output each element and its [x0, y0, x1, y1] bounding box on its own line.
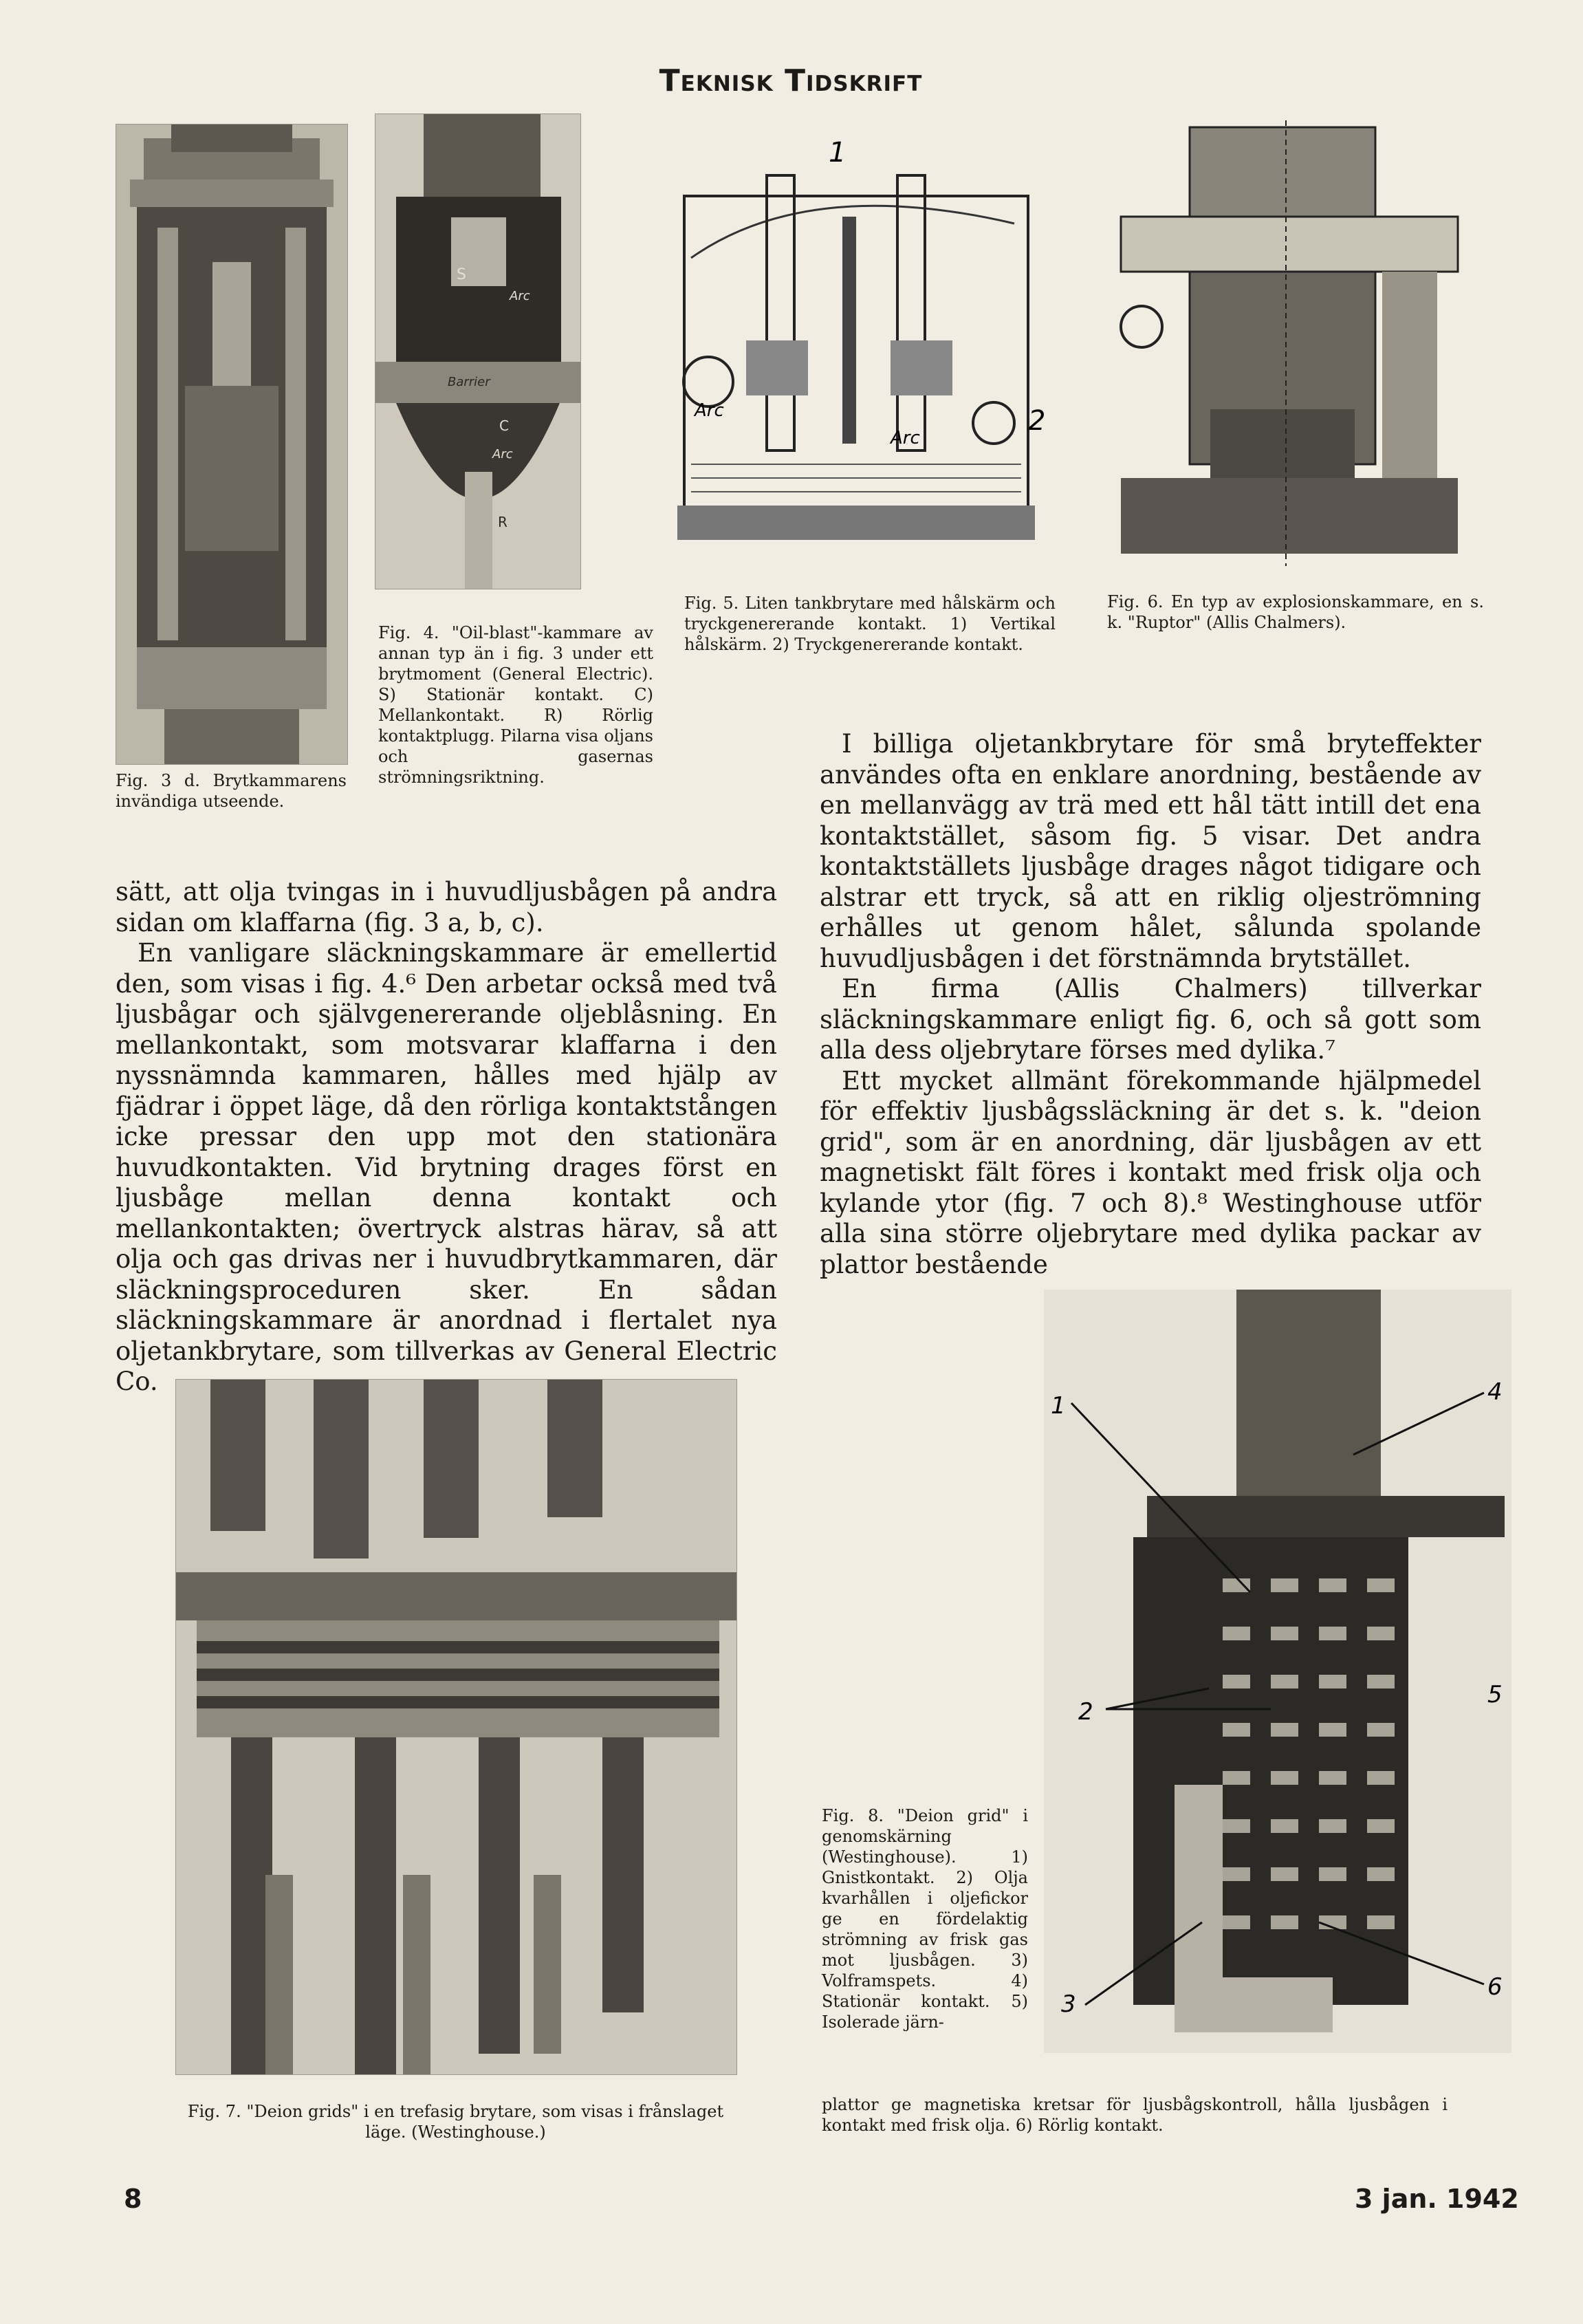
fig4-label-arc: Arc [510, 289, 530, 303]
fig8-label-1: 1 [1051, 1392, 1066, 1420]
fig6-caption: Fig. 6. En typ av explosionskammare, en s. k. "Ruptor" (Allis Chalmers). [1107, 592, 1484, 632]
page-number: 8 [124, 2184, 142, 2214]
fig8-caption-left: Fig. 8. "Deion grid" i genomskärning (Westinghouse). 1) Gnistkontakt. 2) Olja kvarhållen i oljefickor ge en fördelaktig strömning av frisk gas mot ljusbågen. 3) Volframspets. 4) Stationär kontakt. 5) Isolerade järn- [822, 1806, 1028, 2032]
fig7-photo [175, 1379, 737, 2075]
right-column-text [820, 729, 1481, 1280]
fig7-caption: Fig. 7. "Deion grids" i en trefasig brytare, som visas i frånslaget läge. (Westinghouse.) [187, 2102, 724, 2142]
fig4-caption: Fig. 4. "Oil-blast"-kammare av annan typ än i fig. 3 under ett brytmoment (General Electric). S) Stationär kontakt. C) Mellankontakt. R) Rörlig kontaktplugg. Pilarna visa oljans och gasernas strömningsriktning. [378, 623, 653, 787]
left-paragraph-1: sätt, att olja tvingas in i huvudljusbågen på andra sidan om klaffarna (fig. 3 a, b, c). [116, 877, 777, 937]
fig8-label-5: 5 [1487, 1681, 1503, 1708]
fig3d-caption: Fig. 3 d. Brytkammarens invändiga utseende. [116, 771, 347, 811]
fig8-label-2: 2 [1078, 1698, 1093, 1726]
fig6-diagram [1093, 120, 1484, 566]
fig3d-photo [116, 124, 348, 765]
fig5-label-1: 1 [829, 137, 847, 169]
right-paragraph-3: Ett mycket allmänt förekommande hjälpmedel för effektiv ljusbågssläckning är det s. k. "deion grid", som är en anordning, där ljusbågen av ett magnetiskt fält föres i kontakt med frisk olja och kylande ytor (fig. 7 och 8).⁸ Westinghouse utför alla sina större oljebrytare med dylika packar av plattor bestående [820, 1065, 1481, 1279]
fig4-photo [375, 113, 581, 589]
fig8-label-6: 6 [1487, 1973, 1503, 2001]
right-paragraph-2: En firma (Allis Chalmers) tillverkar släckningskammare enligt fig. 6, och så gott som alla dess oljebrytare förses med dylika.⁷ [820, 974, 1481, 1065]
right-paragraph-1: I billiga oljetankbrytare för små bryteffekter användes ofta en enklare anordning, bestående av en mellanvägg av trä med ett hål tätt intill det ena kontaktstället, såsom fig. 5 visar. Det andra kontaktställets ljusbåge drages något tidigare och alstrar ett tryck, så att en riklig oljeströmning erhålles ut genom hålet, sålunda spolande huvudljusbågen i det förstnämnda brytstället. [820, 729, 1481, 973]
fig4-label-s: S [457, 266, 466, 283]
fig8-caption-bottom: plattor ge magnetiska kretsar för ljusbågskontroll, hålla ljusbågen i kontakt med frisk olja. 6) Rörlig kontakt. [822, 2095, 1448, 2135]
fig4-label-barrier: Barrier [448, 375, 490, 389]
fig5-label-arc-bottom: Arc [891, 428, 920, 448]
journal-masthead: Teknisk Tidskrift [659, 63, 923, 98]
fig5-caption: Fig. 5. Liten tankbrytare med hålskärm och tryckgenererande kontakt. 1) Vertikal hålskärm. 2) Tryckgenererande kontakt. [684, 594, 1056, 654]
left-column-text [116, 877, 777, 1398]
fig4-label-r: R [498, 514, 507, 530]
fig5-label-arc-left: Arc [695, 400, 724, 421]
fig4-label-arc-2: Arc [492, 447, 513, 461]
fig8-label-4: 4 [1487, 1378, 1503, 1406]
fig5-diagram [670, 134, 1046, 567]
fig5-label-2: 2 [1028, 405, 1046, 437]
fig4-label-c: C [499, 417, 509, 434]
issue-date: 3 jan. 1942 [1355, 2184, 1519, 2214]
fig8-label-3: 3 [1061, 1990, 1076, 2018]
left-paragraph-2: En vanligare släckningskammare är emellertid den, som visas i fig. 4.⁶ Den arbetar också med två ljusbågar och självgenererande oljeblåsning. En mellankontakt, som motsvarar klaffarna i den nyssnämnda kammaren, hålles med hjälp av fjädrar i öppet läge, då den rörliga kontaktstången icke pressar den upp mot den stationära huvudkontakten. Vid brytning drages först en ljusbåge mellan denna kontakt och mellankontakten; övertryck alstras härav, så att olja och gas drivas ner i huvudbrytkammaren, där släckningsproceduren sker. En sådan släckningskammare är anordnad i flertalet nya oljetankbrytare, som tillverkas av General Electric Co. [116, 938, 777, 1396]
fig8-photo [1044, 1290, 1511, 2053]
